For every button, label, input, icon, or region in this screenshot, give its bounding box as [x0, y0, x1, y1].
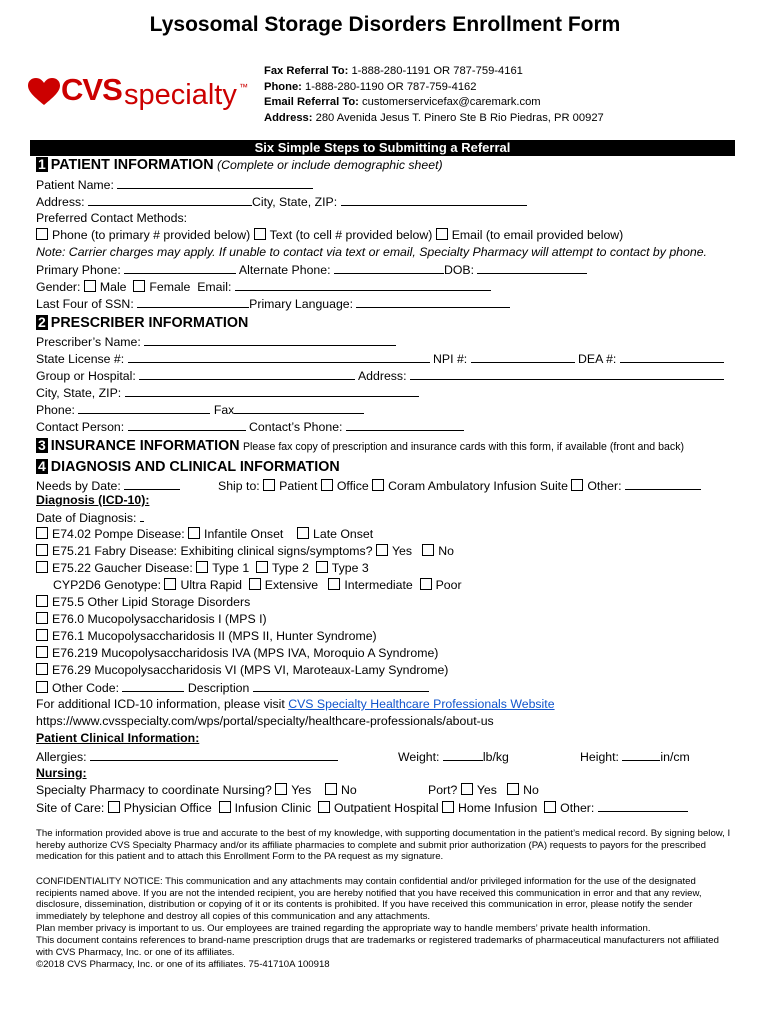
site-of-care-row: [36, 800, 688, 816]
cyp-label: CYP2D6 Genotype:: [53, 578, 162, 592]
home-infusion-checkbox[interactable]: [442, 801, 454, 813]
prescriber-name-row: [36, 334, 396, 350]
fabry-no-label: No: [438, 544, 455, 558]
weight-row: [398, 749, 509, 765]
nursing-yes-label: Yes: [291, 783, 312, 797]
e7521-checkbox[interactable]: [36, 544, 48, 556]
phone-label: Phone:: [264, 81, 302, 93]
section-1-note: (Complete or include demographic sheet): [217, 158, 443, 172]
ssn-field[interactable]: [137, 296, 249, 308]
fabry-yes-label: Yes: [391, 544, 413, 558]
section-2-number: 2: [38, 314, 46, 330]
female-label: Female: [149, 280, 191, 294]
height-field[interactable]: [622, 749, 660, 761]
fabry-no-checkbox[interactable]: [422, 544, 434, 556]
other-code-checkbox[interactable]: [36, 681, 48, 693]
e7522-checkbox[interactable]: [36, 561, 48, 573]
prescriber-phone-label: Phone:: [36, 403, 75, 417]
page-title: Lysosomal Storage Disorders Enrollment Form: [149, 13, 621, 36]
cvs-specialty-logo: [28, 72, 248, 116]
section-3-number: 3: [38, 437, 46, 453]
e7629-checkbox[interactable]: [36, 663, 48, 675]
dx-date-row: [36, 510, 144, 526]
ship-patient-label: Patient: [279, 479, 318, 493]
prescriber-fax-label: Fax: [213, 403, 235, 417]
prescriber-city-label: City, State, ZIP:: [36, 386, 122, 400]
address-value: 280 Avenida Jesus T. Pinero Ste B Rio Piedras, PR 00927: [315, 112, 604, 124]
icd-info-row: [36, 697, 555, 712]
dob-label: DOB:: [443, 263, 475, 277]
attestation-text: The information provided above is true and accurate to the best of my knowledge, with supporting documentation in the patient’s medical record. By signing below, I hereby authorize CVS Specialty Pharmacy and/or its affiliate pharmacies to complete and submit prior authorization (PA) requests to payors for the prescribed medication for this patient and to attach this Enrollment Form to the PA request as my signature.: [36, 828, 731, 863]
intermediate-checkbox[interactable]: [328, 578, 340, 590]
ship-patient-checkbox[interactable]: [263, 479, 275, 491]
contact-person-row: [36, 419, 464, 435]
needs-by-label: Needs by Date:: [36, 479, 121, 493]
ship-office-checkbox[interactable]: [321, 479, 333, 491]
e76219-row: [36, 646, 438, 661]
dx-date-label: Date of Diagnosis:: [36, 511, 137, 525]
license-row: [36, 351, 724, 367]
section-3-note: Please fax copy of prescription and insurance cards with this form, if available (front and back): [242, 441, 685, 453]
infusion-clinic-checkbox[interactable]: [219, 801, 231, 813]
e760-checkbox[interactable]: [36, 612, 48, 624]
height-unit: in/cm: [660, 750, 690, 764]
ship-coram-label: Coram Ambulatory Infusion Suite: [388, 479, 568, 493]
gender-label: Gender:: [36, 280, 81, 294]
ultra-label: Ultra Rapid: [180, 578, 242, 592]
weight-label: Weight:: [398, 750, 440, 764]
logo-suffix: specialty: [124, 79, 237, 111]
npi-field[interactable]: [471, 351, 575, 363]
e7522-label: E75.22 Gaucher Disease:: [52, 561, 193, 575]
dea-field[interactable]: [620, 351, 724, 363]
description-label: Description: [187, 681, 250, 695]
e761-checkbox[interactable]: [36, 629, 48, 641]
group-label: Group or Hospital:: [36, 369, 136, 383]
contact-phone-label: Contact’s Phone:: [249, 420, 343, 434]
contact-methods-row: [36, 228, 623, 243]
confidentiality-notice: CONFIDENTIALITY NOTICE: This communication and any attachments may contain confidential and/or privileged information for the use of the designated recipients named above. If you are not the intended recipient, you are hereby notified that you have received this communication in error and that any review, disclosure, dissemination, distribution or copying of it or its contents is prohibited. If you have received this communication in error, please notify the sender immediately by telephone and destroy all copies of this communication and any attachments.: [36, 876, 702, 922]
ship-to-label: Ship to:: [218, 479, 260, 493]
e755-checkbox[interactable]: [36, 595, 48, 607]
section-3-header: [36, 438, 684, 455]
heart-icon: [28, 78, 60, 106]
contact-text-label: Text (to cell # provided below): [269, 228, 433, 242]
e760-label: E76.0 Mucopolysaccharidosis I (MPS I): [52, 612, 267, 626]
fax-value: 1-888-280-1191 OR 787-759-4161: [351, 65, 523, 77]
intermediate-label: Intermediate: [344, 578, 413, 592]
prescriber-name-label: Prescriber’s Name:: [36, 335, 141, 349]
language-field[interactable]: [356, 296, 510, 308]
prescriber-city-field[interactable]: [125, 385, 419, 397]
group-row: [36, 368, 724, 384]
ship-other-checkbox[interactable]: [571, 479, 583, 491]
npi-label: NPI #:: [433, 352, 468, 366]
email-value: customerservicefax@caremark.com: [362, 96, 541, 108]
poor-label: Poor: [435, 578, 462, 592]
needs-by-field[interactable]: [124, 478, 180, 490]
section-4-title: DIAGNOSIS AND CLINICAL INFORMATION: [50, 459, 340, 475]
port-yes-label: Yes: [476, 783, 497, 797]
late-onset-checkbox[interactable]: [297, 527, 309, 539]
e7402-label: E74.02 Pompe Disease:: [52, 527, 185, 541]
type3-label: Type 3: [331, 561, 369, 575]
diagnosis-heading: Diagnosis (ICD-10):: [36, 493, 150, 507]
contact-person-field[interactable]: [128, 419, 246, 431]
section-1-header: [36, 157, 443, 173]
license-field[interactable]: [128, 351, 430, 363]
male-checkbox[interactable]: [84, 280, 96, 292]
extensive-checkbox[interactable]: [249, 578, 261, 590]
alt-phone-field[interactable]: [334, 262, 444, 274]
allergies-field[interactable]: [90, 749, 338, 761]
physician-office-checkbox[interactable]: [108, 801, 120, 813]
contact-phone-label: Phone (to primary # provided below): [52, 228, 251, 242]
license-label: State License #:: [36, 352, 125, 366]
infusion-clinic-label: Infusion Clinic: [234, 801, 312, 815]
contact-text-checkbox[interactable]: [254, 228, 266, 240]
alt-phone-label: Alternate Phone:: [238, 263, 331, 277]
nursing-no-checkbox[interactable]: [325, 783, 337, 795]
preferred-contact-label: Preferred Contact Methods:: [36, 211, 188, 225]
nursing-no-label: No: [340, 783, 357, 797]
e7522-row: [36, 561, 369, 576]
site-label: Site of Care:: [36, 801, 105, 815]
e7629-row: [36, 663, 448, 678]
ssn-row: [36, 296, 510, 312]
extensive-label: Extensive: [264, 578, 319, 592]
prescriber-fax-field[interactable]: [234, 402, 364, 414]
phone-value: 1-888-280-1190 OR 787-759-4162: [305, 81, 477, 93]
outpatient-label: Outpatient Hospital: [333, 801, 439, 815]
type3-checkbox[interactable]: [316, 561, 328, 573]
section-1-title: PATIENT INFORMATION: [50, 157, 214, 173]
e761-row: [36, 629, 377, 644]
e76219-label: E76.219 Mucopolysaccharidosis IVA (MPS IVA, Moroquio A Syndrome): [52, 646, 439, 660]
e7521-row: [36, 544, 454, 559]
nursing-heading: Nursing:: [36, 766, 87, 780]
primary-phone-label: Primary Phone:: [36, 263, 121, 277]
ship-to-row: [218, 478, 701, 494]
type1-checkbox[interactable]: [196, 561, 208, 573]
port-no-label: No: [523, 783, 539, 797]
phones-row: [36, 262, 587, 278]
nursing-yes-checkbox[interactable]: [275, 783, 287, 795]
male-label: Male: [99, 280, 127, 294]
patient-email-field[interactable]: [235, 279, 491, 291]
patient-name-row: [36, 177, 313, 193]
port-label: Port?: [428, 783, 458, 797]
hcp-url[interactable]: https://www.cvsspecialty.com/wps/portal/specialty/healthcare-professionals/about-us: [36, 714, 494, 728]
weight-field[interactable]: [443, 749, 483, 761]
carrier-note: Note: Carrier charges may apply. If unable to contact via text or email, Specialty Pharmacy will attempt to contact by phone.: [36, 245, 707, 259]
prescriber-phone-field[interactable]: [78, 402, 210, 414]
poor-checkbox[interactable]: [420, 578, 432, 590]
height-row: [580, 749, 690, 765]
contact-email-checkbox[interactable]: [436, 228, 448, 240]
email-line: [264, 95, 541, 110]
patient-name-label: Patient Name:: [36, 178, 114, 192]
patient-address-row: [36, 194, 527, 210]
prescriber-address-field[interactable]: [410, 368, 724, 380]
cvs-hcp-website-link[interactable]: CVS Specialty Healthcare Professionals Website: [288, 697, 555, 711]
prescriber-city-row: [36, 385, 419, 401]
coordinate-row: [36, 783, 357, 798]
cyp-row: [53, 578, 462, 593]
e761-label: E76.1 Mucopolysaccharidosis II (MPS II, Hunter Syndrome): [52, 629, 377, 643]
dea-label: DEA #:: [578, 352, 617, 366]
ship-other-label: Other:: [587, 479, 622, 493]
allergies-row: [36, 749, 338, 765]
section-4-header: [36, 459, 340, 475]
e760-row: [36, 612, 267, 627]
outpatient-checkbox[interactable]: [318, 801, 330, 813]
type2-label: Type 2: [272, 561, 309, 575]
other-code-label: Other Code:: [52, 681, 119, 695]
section-4-number: 4: [38, 458, 46, 474]
privacy-text: Plan member privacy is important to us. Our employees are trained regarding the appropriate way to handle members’ private health information.: [36, 923, 651, 934]
e7402-checkbox[interactable]: [36, 527, 48, 539]
type2-checkbox[interactable]: [256, 561, 268, 573]
coordinate-label: Specialty Pharmacy to coordinate Nursing?: [36, 783, 272, 797]
patient-name-field[interactable]: [117, 177, 313, 189]
section-1-number: 1: [38, 156, 46, 172]
type1-label: Type 1: [212, 561, 250, 575]
e755-label: E75.5 Other Lipid Storage Disorders: [52, 595, 251, 609]
ultra-checkbox[interactable]: [164, 578, 176, 590]
port-no-checkbox[interactable]: [507, 783, 519, 795]
clinical-heading: Patient Clinical Information:: [36, 731, 200, 745]
other-code-field[interactable]: [122, 680, 184, 692]
group-field[interactable]: [139, 368, 355, 380]
site-other-checkbox[interactable]: [544, 801, 556, 813]
prescriber-phone-row: [36, 402, 364, 418]
section-2-header: [36, 315, 248, 331]
other-code-row: [36, 680, 429, 696]
icd-info-text: For additional ICD-10 information, please visit: [36, 697, 285, 711]
gender-row: [36, 279, 491, 295]
physician-office-label: Physician Office: [123, 801, 212, 815]
section-2-title: PRESCRIBER INFORMATION: [50, 315, 249, 331]
trademark-text: This document contains references to brand-name prescription drugs that are trademarks or registered trademarks of pharmaceutical manufacturers not affiliated with CVS Pharmacy, Inc. or one of its affiliates.: [36, 935, 719, 958]
home-infusion-label: Home Infusion: [458, 801, 538, 815]
fax-label: Fax Referral To:: [264, 65, 349, 77]
e7402-row: [36, 527, 373, 542]
logo-tm: ™: [239, 82, 248, 92]
infantile-label: Infantile Onset: [204, 527, 284, 541]
patient-email-label: Email:: [197, 280, 232, 294]
address-label: Address:: [264, 112, 313, 124]
fabry-yes-checkbox[interactable]: [376, 544, 388, 556]
dx-date-field[interactable]: [140, 510, 144, 522]
female-checkbox[interactable]: [133, 280, 145, 292]
prescriber-name-field[interactable]: [144, 334, 396, 346]
address-line: [264, 111, 604, 126]
patient-address-field[interactable]: [88, 194, 252, 206]
height-label: Height:: [580, 750, 619, 764]
ssn-label: Last Four of SSN:: [36, 297, 134, 311]
e7629-label: E76.29 Mucopolysaccharidosis VI (MPS VI, Maroteaux-Lamy Syndrome): [52, 663, 449, 677]
prescriber-address-label: Address:: [357, 369, 407, 383]
ship-office-label: Office: [336, 479, 369, 493]
port-yes-checkbox[interactable]: [461, 783, 473, 795]
weight-unit: lb/kg: [482, 750, 509, 764]
contact-person-label: Contact Person:: [36, 420, 125, 434]
allergies-label: Allergies:: [36, 750, 87, 764]
patient-address-label: Address:: [36, 195, 85, 209]
logo-brand: CVS: [61, 72, 122, 107]
primary-phone-field[interactable]: [124, 262, 236, 274]
infantile-checkbox[interactable]: [188, 527, 200, 539]
language-label: Primary Language:: [249, 297, 354, 311]
ship-coram-checkbox[interactable]: [372, 479, 384, 491]
contact-phone-checkbox[interactable]: [36, 228, 48, 240]
steps-banner-text: Six Simple Steps to Submitting a Referral: [254, 140, 511, 155]
late-onset-label: Late Onset: [313, 527, 374, 541]
contact-email-label: Email (to email provided below): [451, 228, 624, 242]
contact-phone-field[interactable]: [346, 419, 464, 431]
description-field[interactable]: [253, 680, 429, 692]
e755-row: [36, 595, 250, 610]
e7521-label: E75.21 Fabry Disease: Exhibiting clinical signs/symptoms?: [52, 544, 373, 558]
site-other-field[interactable]: [598, 800, 688, 812]
copyright-text: ©2018 CVS Pharmacy, Inc. or one of its affiliates. 75-41710A 100918: [36, 959, 330, 970]
e76219-checkbox[interactable]: [36, 646, 48, 658]
patient-city-field[interactable]: [341, 194, 527, 206]
phone-line: [264, 80, 477, 95]
email-label: Email Referral To:: [264, 96, 359, 108]
port-row: [428, 783, 539, 798]
needs-by-row: [36, 478, 180, 494]
ship-other-field[interactable]: [625, 478, 701, 490]
site-other-label: Other:: [560, 801, 595, 815]
patient-city-label: City, State, ZIP:: [251, 195, 338, 209]
section-3-title: INSURANCE INFORMATION: [50, 438, 240, 454]
fax-line: [264, 64, 523, 79]
dob-field[interactable]: [477, 262, 587, 274]
